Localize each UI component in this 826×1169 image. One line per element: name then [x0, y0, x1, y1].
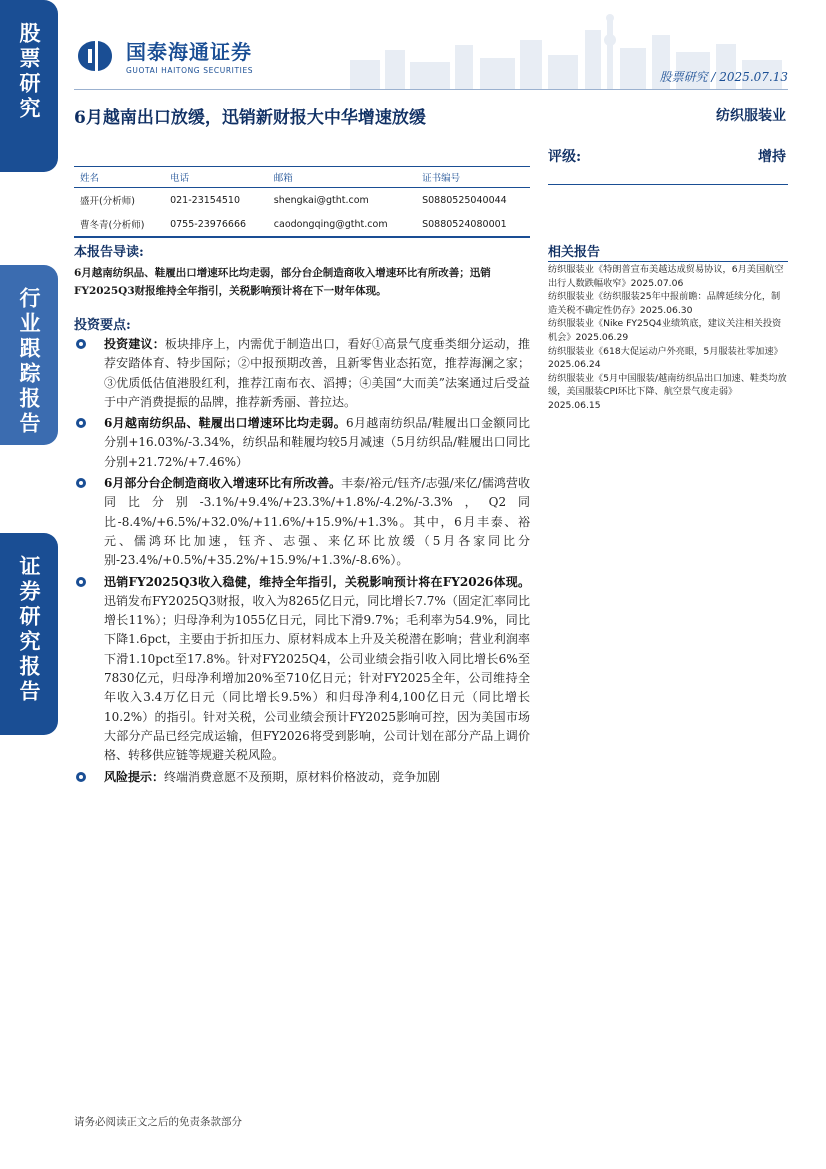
investment-points [74, 335, 530, 789]
section-divider [74, 237, 530, 238]
analyst-cert: S0880524080001 [416, 212, 530, 237]
related-report-link[interactable]: 纺织服装业《纺织服装25年中报前瞻：品牌延续分化，制造关税不确定性仍存》2025.06.30 [548, 291, 781, 316]
rating-label: 评级: [548, 149, 582, 165]
column-header: 电话 [164, 167, 268, 188]
related-reports-list [548, 263, 788, 413]
point-lead: 6月部分台企制造商收入增速环比有所改善。 [104, 476, 342, 491]
logo-icon [74, 39, 116, 73]
related-divider [548, 261, 788, 262]
bullet-icon [76, 478, 86, 488]
analyst-phone: 0755-23976666 [164, 212, 268, 237]
related-report-link[interactable]: 纺织服装业《Nike FY25Q4业绩筑底，建议关注相关投资机会》2025.06.29 [548, 318, 782, 343]
point-body: 丰泰/裕元/钰齐/志强/来亿/儒鸿营收同比分别-3.1%/+9.4%/+23.3%/+1.8%/-4.2%/-3.3%，Q2同比-8.4%/+6.5%/+32.0%/+11.6%/+15.9%/+1.3%。其中，6月丰泰、裕元、儒鸿环比加速，钰齐、志强、来亿环比放缓（5月各家同比分别-23.4%/+0.5%/+35.2%/+15.9%/+1.3%/-8.6%）。 [104, 476, 530, 568]
table-header-row [74, 167, 530, 188]
analyst-cert: S0880525040044 [422, 194, 507, 206]
sidebar-tab-label: 证券研究报告 [17, 555, 41, 705]
related-reports-title: 相关报告 [548, 245, 601, 260]
list-item [74, 573, 530, 766]
analyst-email: caodongqing@gtht.com [268, 212, 416, 237]
list-item [74, 335, 530, 412]
column-header: 证书编号 [416, 167, 530, 188]
list-item [74, 414, 530, 472]
guide-text: 6月越南纺织品、鞋履出口增速环比均走弱，部分台企制造商收入增速环比有所改善；迅销FY2025Q3财报维持全年指引，关税影响预计将在下一财年体现。 [74, 267, 491, 297]
analyst-email: shengkai@gtht.com [273, 194, 369, 206]
points-title: 投资要点: [74, 318, 131, 333]
bullet-icon [76, 577, 86, 587]
list-item [74, 768, 530, 787]
sidebar-tab-label: 行业跟踪报告 [17, 287, 41, 437]
point-lead: 6月越南纺织品、鞋履出口增速环比均走弱。 [104, 416, 347, 431]
list-item [74, 474, 530, 570]
point-lead: 迅销FY2025Q3收入稳健，维持全年指引，关税影响预计将在FY2026体现。 [104, 574, 530, 589]
point-body: 终端消费意愿不及预期，原材料价格波动，竞争加剧 [164, 769, 441, 784]
footer-disclaimer: 请务必阅读正文之后的免责条款部分 [74, 1116, 242, 1128]
table-row [74, 188, 530, 213]
logo-english-name: GUOTAI HAITONG SECURITIES [126, 66, 254, 75]
header-divider [74, 89, 788, 90]
logo-chinese-name: 国泰海通证券 [126, 40, 252, 64]
table-row [74, 212, 530, 237]
sidebar-tab-label: 股票研究 [17, 22, 41, 122]
point-body: 6月越南纺织品/鞋履出口金额同比分别+16.03%/-3.34%，纺织品和鞋履均较5月减速（5月纺织品/鞋履出口同比分别+21.72%/+7.46%） [104, 416, 530, 469]
analyst-name: 盛开(分析师) [80, 196, 135, 207]
point-body: 板块排序上，内需优于制造出口，看好①高景气度垂类细分运动，推荐安踏体育、特步国际；②中报预期改善，且新零售业态拓宽，推荐海澜之家；③优质低估值港股红利，推荐江南布衣、滔搏；④美国“大而美”法案通过后受益于中产消费提振的品牌，推荐新秀丽、普拉达。 [104, 337, 530, 409]
point-body: 迅销发布FY2025Q3财报，收入为8265亿日元，同比增长7.7%（固定汇率同比增长11%）；归母净利为1055亿日元，同比下滑9.7%；毛利率为54.9%，同比下降1.6pct，主要由于折扣压力、原材料成本上升及关税潜在影响；营业利润率下滑1.10pct至17.8%。针对FY2025Q4，公司业绩会指引收入同比增长6%至7830亿元，归母净利增加20%至710亿日元；针对FY2025全年，公司维持全年收入3.4万亿日元（同比增长9.5%）和归母净利4,100亿日元（同比增长10.2%）的指引。针对关税，公司业绩会预计FY2025影响可控，因为美国市场大部分产品已经完成运输，但FY2026将受到影响，公司计划在部分产品上调价格、转移供应链等规避关税风险。 [104, 593, 530, 763]
bullet-icon [76, 772, 86, 782]
report-type-date: 股票研究 / 2025.07.13 [659, 70, 788, 84]
report-title: 6月越南出口放缓，迅销新财报大中华增速放缓 [74, 108, 426, 128]
analyst-phone: 021-23154510 [170, 194, 241, 206]
guide-title: 本报告导读: [74, 245, 144, 260]
rating-value: 增持 [758, 149, 786, 165]
related-report-link[interactable]: 纺织服装业《618大促运动户外亮眼，5月服装社零加速》2025.06.24 [548, 345, 783, 371]
point-lead: 风险提示： [104, 769, 165, 784]
bullet-icon [76, 418, 86, 428]
company-logo [74, 36, 253, 75]
analyst-name: 曹冬青(分析师) [74, 212, 164, 237]
related-report-link[interactable]: 纺织服装业《特朗普宣布美越达成贸易协议，6月美国航空出行人数跌幅收窄》2025.07.06 [548, 264, 784, 289]
analyst-table [74, 166, 530, 237]
column-header: 姓名 [74, 167, 164, 188]
sidebar-tab-securities-research [0, 533, 58, 735]
related-report-link[interactable]: 纺织服装业《5月中国服装/越南纺织品出口加速、鞋类均放缓，美国服装CPI环比下降、航空景气度走弱》2025.06.15 [548, 372, 787, 411]
bullet-icon [76, 339, 86, 349]
column-header: 邮箱 [268, 167, 416, 188]
sidebar-tab-stock-research [0, 0, 58, 172]
point-lead: 投资建议： [104, 337, 165, 351]
sidebar-tab-industry-tracking [0, 265, 58, 445]
rating-divider [548, 184, 788, 185]
industry-label: 纺织服装业 [716, 108, 786, 124]
